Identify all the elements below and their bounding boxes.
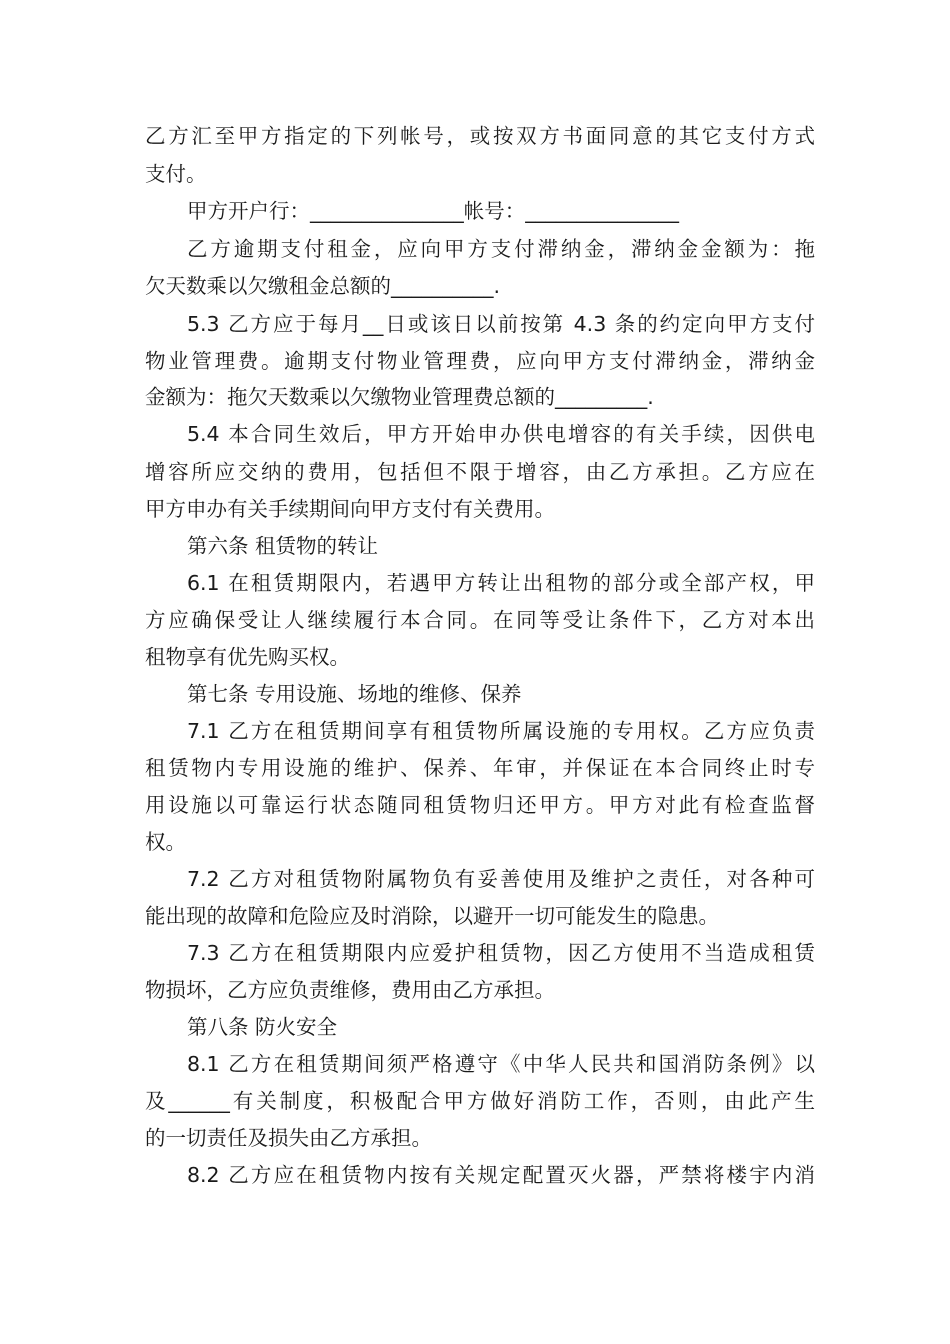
text-line: 甲方申办有关手续期间向甲方支付有关费用。: [145, 497, 555, 521]
text-line: 6.1 在租赁期限内，若遇甲方转让出租物的部分或全部产权，甲: [187, 571, 815, 595]
text-line: 乙方逾期支付租金，应向甲方支付滞纳金，滞纳金金额为：拖: [187, 237, 815, 261]
text-line: 租赁物内专用设施的维护、保养、年审，并保证在本合同终止时专: [145, 756, 815, 780]
text-line: 物损坏，乙方应负责维修，费用由乙方承担。: [145, 978, 555, 1002]
text-line: 物业管理费。逾期支付物业管理费，应向甲方支付滞纳金，滞纳金: [145, 349, 815, 373]
section-heading: 第六条 租赁物的转让: [187, 534, 379, 558]
text-line: 乙方汇至甲方指定的下列帐号，或按双方书面同意的其它支付方式: [145, 124, 815, 148]
text-line: 方应确保受让人继续履行本合同。在同等受让条件下，乙方对本出: [145, 608, 815, 632]
text-line: 的一切责任及损失由乙方承担。: [145, 1126, 432, 1150]
text-line: 8.2 乙方应在租赁物内按有关规定配置灭火器，严禁将楼宇内消: [187, 1163, 815, 1187]
text-line: 增容所应交纳的费用，包括但不限于增容，由乙方承担。乙方应在: [145, 460, 815, 484]
text-line: 能出现的故障和危险应及时消除，以避开一切可能发生的隐患。: [145, 904, 719, 928]
text-line: 7.2 乙方对租赁物附属物负有妥善使用及维护之责任，对各种可: [187, 867, 815, 891]
text-line: 8.1 乙方在租赁期间须严格遵守《中华人民共和国消防条例》以: [187, 1052, 815, 1076]
text-line: 金额为：拖欠天数乘以欠缴物业管理费总额的_________.: [145, 385, 654, 409]
text-line: 租物享有优先购买权。: [145, 645, 350, 669]
text-line: 用设施以可靠运行状态随同租赁物归还甲方。甲方对此有检查监督: [145, 793, 815, 817]
text-line: 及______有关制度，积极配合甲方做好消防工作，否则，由此产生: [145, 1089, 815, 1113]
section-heading: 第八条 防火安全: [187, 1015, 338, 1039]
text-line: 7.1 乙方在租赁期间享有租赁物所属设施的专用权。乙方应负责: [187, 719, 815, 743]
text-line: 甲方开户行：_______________帐号：_______________: [187, 199, 679, 223]
text-line: 支付。: [145, 162, 207, 186]
text-line: 权。: [145, 830, 186, 854]
text-line: 7.3 乙方在租赁期限内应爱护租赁物，因乙方使用不当造成租赁: [187, 941, 815, 965]
text-line: 欠天数乘以欠缴租金总额的__________.: [145, 274, 501, 298]
text-line: 5.3 乙方应于每月__日或该日以前按第 4.3 条的约定向甲方支付: [187, 312, 815, 336]
text-line: 5.4 本合同生效后，甲方开始申办供电增容的有关手续，因供电: [187, 422, 815, 446]
section-heading: 第七条 专用设施、场地的维修、保养: [187, 682, 522, 706]
